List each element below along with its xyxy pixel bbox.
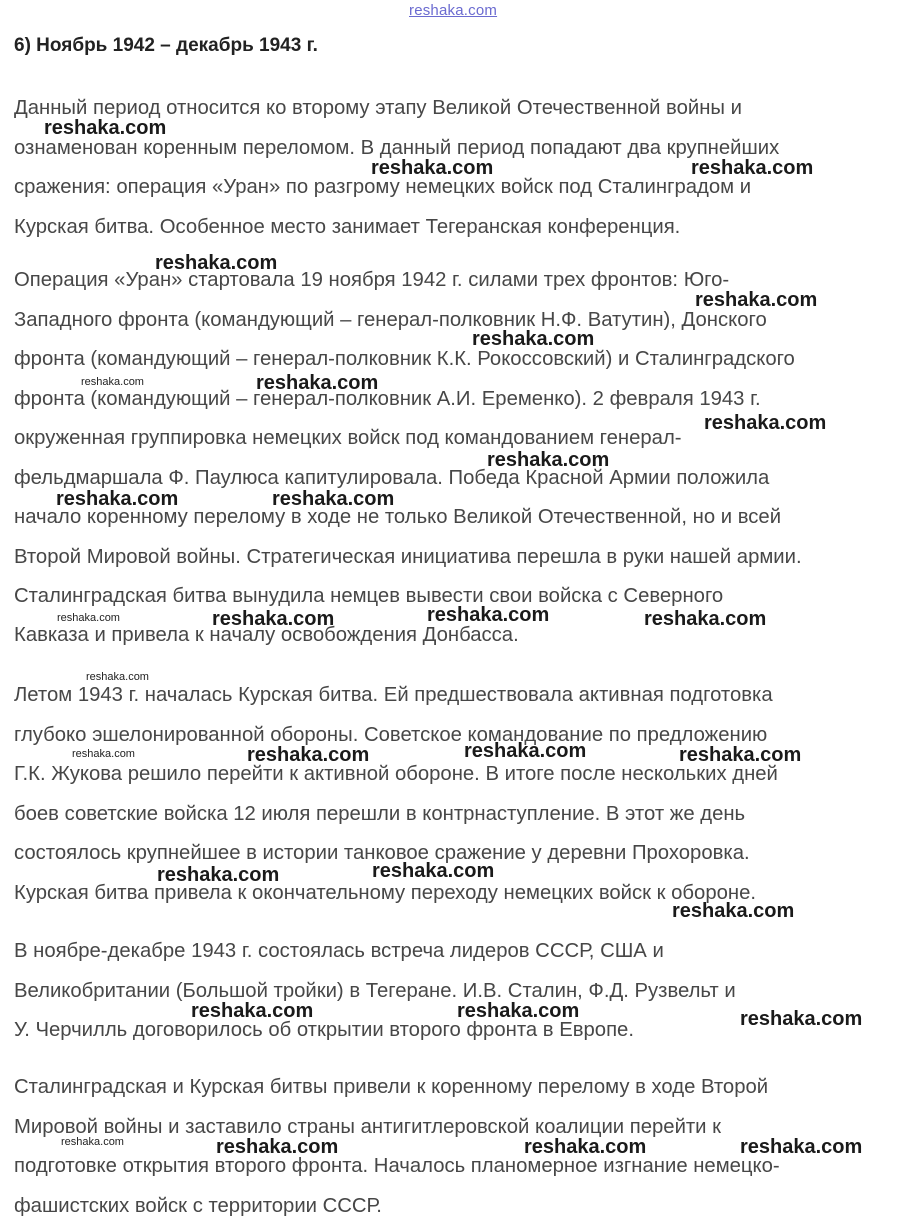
text-line: В ноябре-декабре 1943 г. состоялась встреча лидеров СССР, США и	[14, 940, 664, 962]
text-line: Западного фронта (командующий – генерал-полковник Н.Ф. Ватутин), Донского	[14, 308, 767, 331]
text-line: Кавказа и привела к началу освобождения Донбасса.	[14, 623, 519, 646]
watermark: reshaka.com	[247, 744, 370, 766]
watermark: reshaka.com	[679, 744, 802, 766]
text-line: Операция «Уран» стартовала 19 ноября 1942 г. силами трех фронтов: Юго-	[14, 269, 730, 291]
page-title: 6) Ноябрь 1942 – декабрь 1943 г.	[14, 35, 318, 56]
paragraph-tehran	[14, 932, 910, 1051]
watermark: reshaka.com	[157, 864, 280, 886]
watermark: reshaka.com	[56, 488, 179, 510]
watermark: reshaka.com	[86, 671, 149, 683]
watermark: reshaka.com	[371, 157, 494, 179]
text-line: окруженная группировка немецких войск под командованием генерал-	[14, 427, 682, 449]
watermark: reshaka.com	[427, 604, 550, 626]
text-line: Сталинградская битва вынудила немцев вывести свои войска с Северного	[14, 585, 724, 607]
text-line: начало коренному перелому в ходе не только Великой Отечественной, но и всей	[14, 506, 782, 528]
watermark: reshaka.com	[472, 328, 595, 350]
text-line: ознаменован коренным переломом. В данный период попадают два крупнейших	[14, 136, 780, 159]
text-line: Летом 1943 г. началась Курская битва. Ей предшествовала активная подготовка	[14, 684, 773, 706]
text-line: состоялось крупнейшее в истории танковое сражение у деревни Прохоровка.	[14, 842, 750, 864]
watermark: reshaka.com	[372, 860, 495, 882]
text-line: Второй Мировой войны. Стратегическая инициатива перешла в руки нашей армии.	[14, 545, 802, 568]
watermark: reshaka.com	[44, 117, 167, 139]
text-line: Сталинградская и Курская битвы привели к коренному перелому в ходе Второй	[14, 1076, 769, 1098]
watermark: reshaka.com	[691, 157, 814, 179]
watermark: reshaka.com	[672, 900, 795, 922]
watermark: reshaka.com	[704, 412, 827, 434]
watermark: reshaka.com	[212, 608, 335, 630]
watermark: reshaka.com	[272, 488, 395, 510]
watermark: reshaka.com	[72, 748, 135, 760]
text-line: Мировой войны и заставило страны антигитлеровской коалиции перейти к	[14, 1115, 722, 1138]
text-line: сражения: операция «Уран» по разгрому немецких войск под Сталинградом и	[14, 176, 752, 198]
watermark: reshaka.com	[81, 376, 144, 388]
watermark: reshaka.com	[644, 608, 767, 630]
watermark: reshaka.com	[457, 1000, 580, 1022]
text-line: фронта (командующий – генерал-полковник А.И. Еременко). 2 февраля 1943 г.	[14, 387, 761, 410]
text-line: фельдмаршала Ф. Паулюса капитулировала. Победа Красной Армии положила	[14, 466, 770, 489]
watermark: reshaka.com	[464, 740, 587, 762]
text-line: Курская битва. Особенное место занимает Тегеранская конференция.	[14, 215, 681, 238]
watermark: reshaka.com	[695, 289, 818, 311]
watermark: reshaka.com	[216, 1136, 339, 1158]
watermark: reshaka.com	[524, 1136, 647, 1158]
text-line: Великобритании (Большой тройки) в Тегеране. И.В. Сталин, Ф.Д. Рузвельт и	[14, 979, 736, 1002]
watermark: reshaka.com	[256, 372, 379, 394]
watermark: reshaka.com	[487, 449, 610, 471]
site-link[interactable]: reshaka.com	[409, 2, 498, 19]
text-line: фронта (командующий – генерал-полковник К.К. Рокоссовский) и Сталинградского	[14, 348, 795, 370]
watermark: reshaka.com	[191, 1000, 314, 1022]
paragraph-uranus	[14, 261, 910, 655]
text-line: подготовке открытия второго фронта. Началось планомерное изгнание немецко-	[14, 1155, 780, 1177]
watermark: reshaka.com	[155, 252, 278, 274]
text-line: боев советские войска 12 июля перешли в контрнаступление. В этот же день	[14, 802, 746, 825]
watermark: reshaka.com	[740, 1136, 863, 1158]
text-line: Курская битва привела к окончательному переходу немецких войск к обороне.	[14, 881, 756, 904]
text-line: Г.К. Жукова решило перейти к активной обороне. В итоге после нескольких дней	[14, 763, 778, 785]
watermark: reshaka.com	[740, 1008, 863, 1030]
text-line: Данный период относится ко второму этапу Великой Отечественной войны и	[14, 97, 742, 119]
text-line: глубоко эшелонированной обороны. Советское командование по предложению	[14, 723, 768, 746]
watermark: reshaka.com	[61, 1136, 124, 1148]
text-line: фашистских войск с территории СССР.	[14, 1194, 382, 1217]
text-line: У. Черчилль договорилось об открытии второго фронта в Европе.	[14, 1019, 634, 1041]
watermark: reshaka.com	[57, 612, 120, 624]
